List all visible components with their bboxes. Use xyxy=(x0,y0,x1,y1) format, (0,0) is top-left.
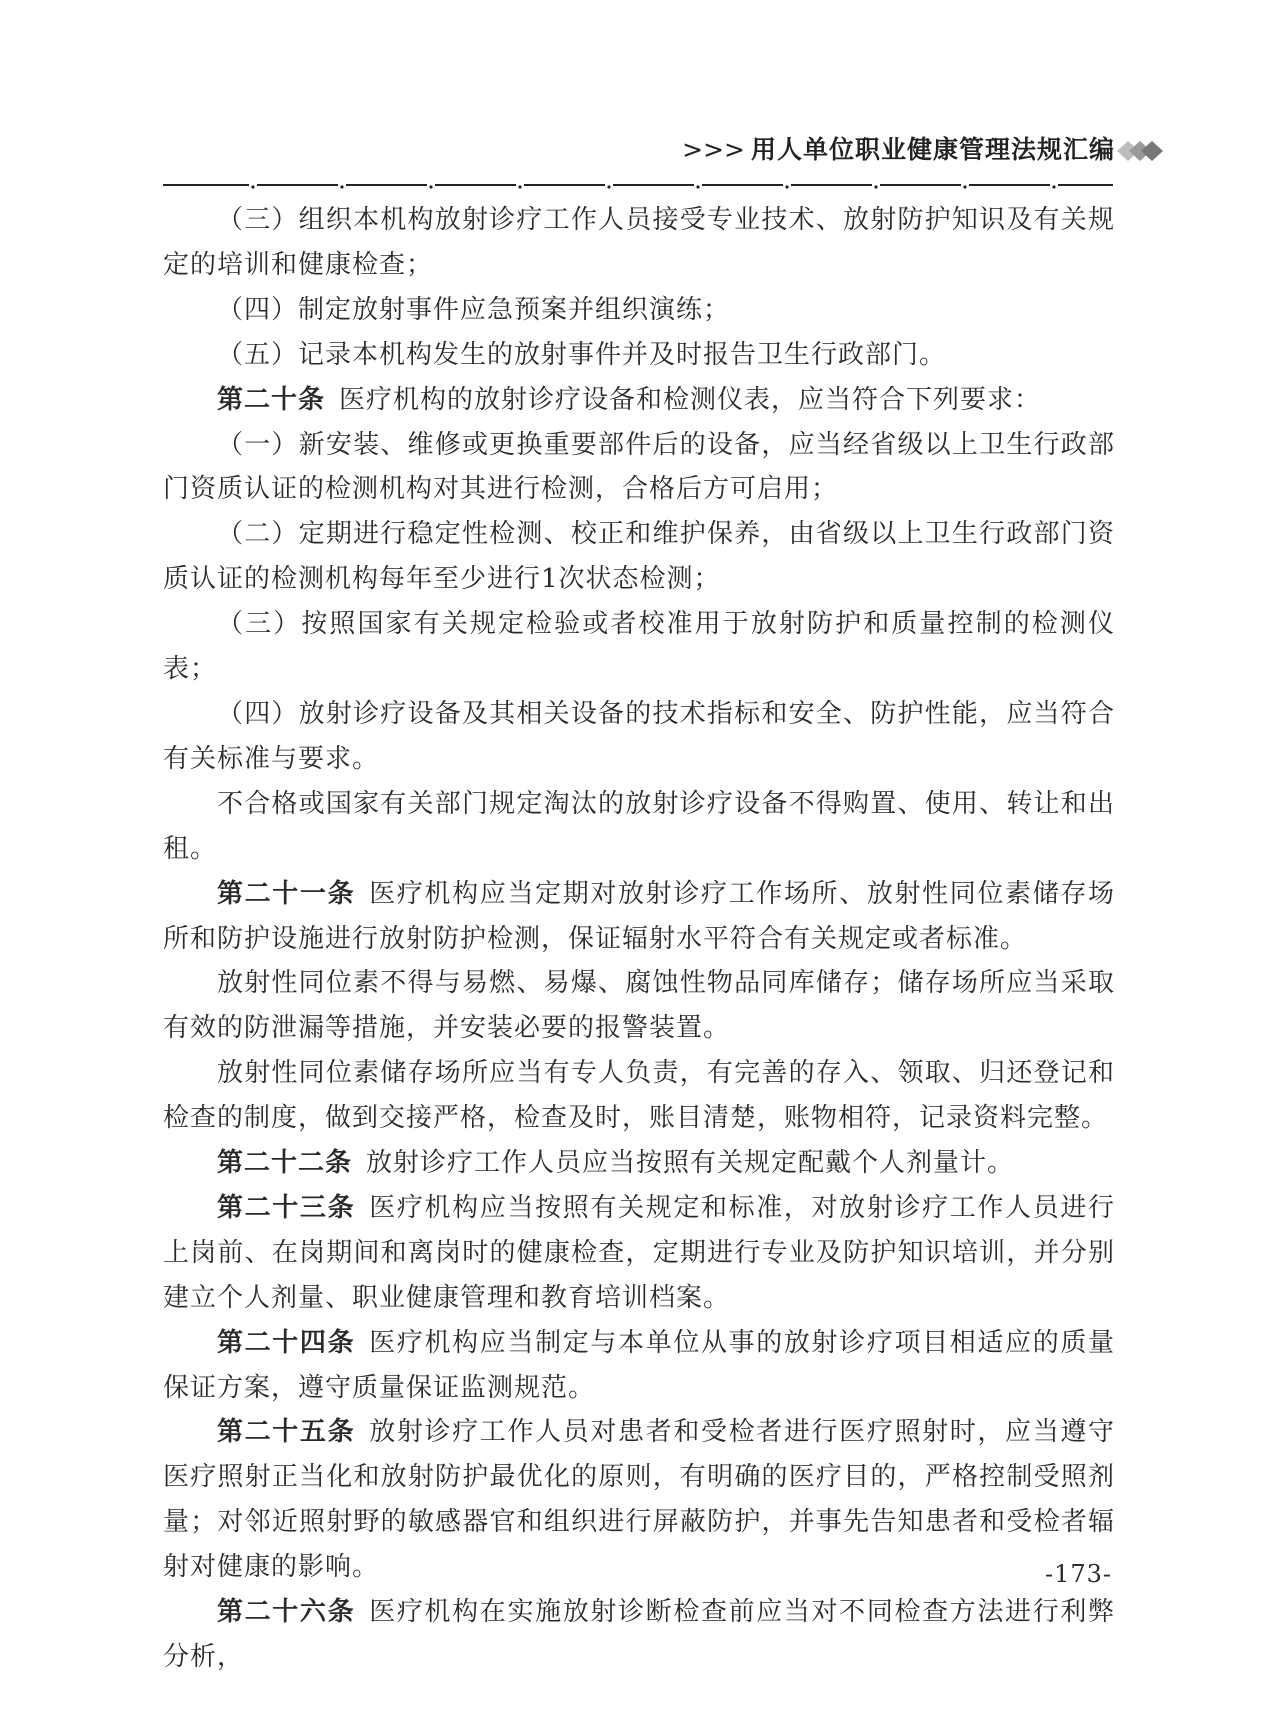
running-header xyxy=(0,128,1275,188)
paragraph: （一）新安装、维修或更换重要部件后的设备，应当经省级以上卫生行政部门资质认证的检测机构对其进行检测，合格后方可启用； xyxy=(163,429,1115,505)
paragraph: 放射性同位素不得与易燃、易爆、腐蚀性物品同库储存；储存场所应当采取有效的防泄漏等措施，并安装必要的报警装置。 xyxy=(163,968,1115,1044)
article-number: 第二十六条 xyxy=(217,1597,356,1628)
article-number: 第二十一条 xyxy=(217,878,356,909)
paragraph: （四）放射诊疗设备及其相关设备的技术指标和安全、防护性能，应当符合有关标准与要求。 xyxy=(163,698,1115,774)
paragraph: 放射性同位素储存场所应当有专人负责，有完善的存入、领取、归还登记和检查的制度，做到交接严格，检查及时，账目清楚，账物相符，记录资料完整。 xyxy=(163,1058,1115,1134)
article-paragraph: 第二十六条 医疗机构在实施放射诊断检查前应当对不同检查方法进行利弊分析， xyxy=(163,1597,1115,1672)
article-number: 第二十二条 xyxy=(217,1148,353,1179)
article-number: 第二十条 xyxy=(217,384,326,415)
article-number: 第二十四条 xyxy=(217,1327,356,1358)
page-number: -173- xyxy=(1045,1560,1113,1588)
paragraph: （四）制定放射事件应急预案并组织演练； xyxy=(217,294,731,325)
header-title xyxy=(682,130,1115,166)
paragraph: （三）按照国家有关规定检验或者校准用于放射防护和质量控制的检测仪表； xyxy=(163,609,1115,685)
diamond-ornament-icon xyxy=(1117,140,1163,162)
article-paragraph: 第二十五条 放射诊疗工作人员对患者和受检者进行医疗照射时，应当遵守医疗照射正当化和放射防护最优化的原则，有明确的医疗目的，严格控制受照剂量；对邻近照射野的敏感器官和组织进行屏蔽防护，并事先告知患者和受检者辐射对健康的影响。 xyxy=(163,1417,1115,1583)
article-paragraph: 第二十三条 医疗机构应当按照有关规定和标准，对放射诊疗工作人员进行上岗前、在岗期间和离岗时的健康检查，定期进行专业及防护知识培训，并分别建立个人剂量、职业健康管理和教育培训档案。 xyxy=(163,1192,1115,1313)
article-paragraph: 第二十一条 医疗机构应当定期对放射诊疗工作场所、放射性同位素储存场所和防护设施进行放射防护检测，保证辐射水平符合有关规定或者标准。 xyxy=(163,878,1115,954)
paragraph: （二）定期进行稳定性检测、校正和维护保养，由省级以上卫生行政部门资质认证的检测机构每年至少进行1次状态检测； xyxy=(163,519,1115,595)
paragraph: 不合格或国家有关部门规定淘汰的放射诊疗设备不得购置、使用、转让和出租。 xyxy=(163,788,1115,864)
header-rule xyxy=(163,180,1113,190)
article-paragraph: 第二十条 医疗机构的放射诊疗设备和检测仪表，应当符合下列要求： xyxy=(217,384,1042,415)
paragraph: （三）组织本机构放射诊疗工作人员接受专业技术、放射防护知识及有关规定的培训和健康检查； xyxy=(163,205,1115,280)
article-paragraph: 第二十二条 放射诊疗工作人员应当按照有关规定配戴个人剂量计。 xyxy=(217,1148,1015,1179)
body-text xyxy=(163,198,1115,1680)
book-title: 用人单位职业健康管理法规汇编 xyxy=(750,135,1115,164)
chevrons-glyph: >>> xyxy=(682,135,745,164)
paragraph: （五）记录本机构发生的放射事件并及时报告卫生行政部门。 xyxy=(217,339,947,370)
article-number: 第二十五条 xyxy=(217,1417,356,1448)
article-number: 第二十三条 xyxy=(217,1192,356,1223)
article-paragraph: 第二十四条 医疗机构应当制定与本单位从事的放射诊疗项目相适应的质量保证方案，遵守质量保证监测规范。 xyxy=(163,1327,1115,1403)
